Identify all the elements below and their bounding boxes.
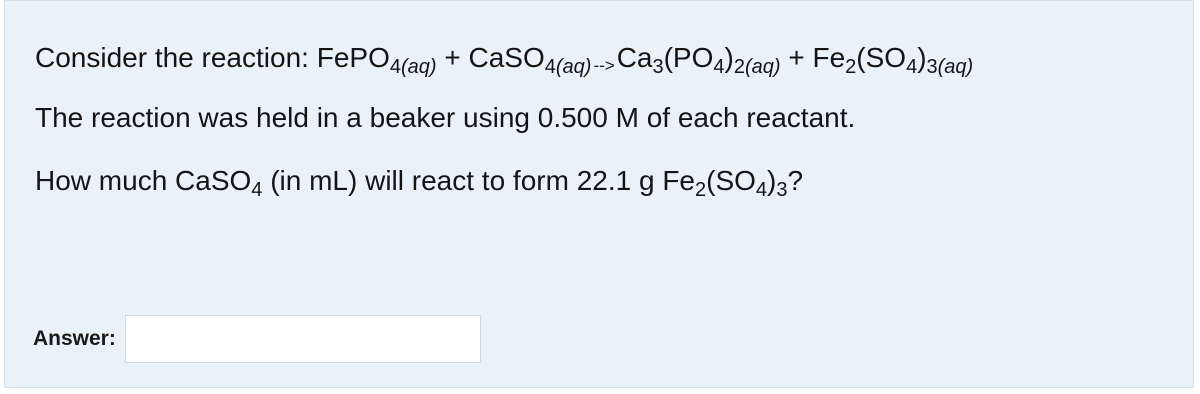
- subscript: 3: [776, 179, 788, 201]
- reaction-intro-text: Consider the reaction:: [35, 42, 317, 73]
- reactant-caso4: [468, 42, 592, 78]
- reactant-fepo4: [316, 42, 437, 78]
- subscript: 4: [906, 56, 918, 78]
- product-ca3po42: [616, 42, 781, 78]
- state-label: (aq): [400, 56, 437, 78]
- formula-text: FePO: [316, 42, 390, 73]
- formula-text: Ca: [616, 42, 653, 73]
- subscript: 4: [251, 179, 263, 201]
- subscript: 4: [544, 56, 556, 78]
- subscript: 2: [845, 56, 857, 78]
- answer-label: Answer:: [33, 327, 116, 350]
- subscript: 3: [926, 56, 938, 78]
- formula-text: CaSO: [468, 42, 545, 73]
- state-label: (aq): [555, 56, 592, 78]
- reaction-equation: [35, 41, 973, 83]
- prompt-text: ?: [787, 165, 804, 196]
- prompt-text: (SO: [706, 165, 756, 196]
- formula-text: ): [724, 42, 734, 73]
- prompt-text: How much CaSO: [35, 165, 252, 196]
- subscript: 4: [755, 179, 768, 201]
- subscript: 2: [695, 179, 707, 201]
- reaction-arrow: -->: [593, 56, 615, 75]
- question-panel: [4, 0, 1194, 388]
- plus-sign: +: [780, 42, 813, 73]
- subscript: 3: [652, 56, 664, 78]
- formula-text: (SO: [856, 42, 907, 73]
- prompt-text: ): [767, 165, 777, 196]
- subscript: 2: [733, 56, 745, 78]
- subscript: 4: [389, 56, 401, 78]
- state-label: (aq): [744, 56, 781, 78]
- question-prompt: [35, 164, 804, 201]
- prompt-text: (in mL) will react to form 22.1 g Fe: [262, 165, 695, 196]
- answer-input[interactable]: [125, 315, 481, 363]
- formula-text: Fe: [812, 42, 846, 73]
- formula-text: ): [917, 42, 927, 73]
- plus-sign: +: [436, 42, 469, 73]
- state-label: (aq): [937, 56, 974, 78]
- formula-text: (PO: [663, 42, 714, 73]
- subscript: 4: [713, 56, 725, 78]
- reaction-conditions-text: The reaction was held in a beaker using 0.500 M of each reactant.: [35, 102, 856, 133]
- product-fe2so43: [812, 42, 974, 78]
